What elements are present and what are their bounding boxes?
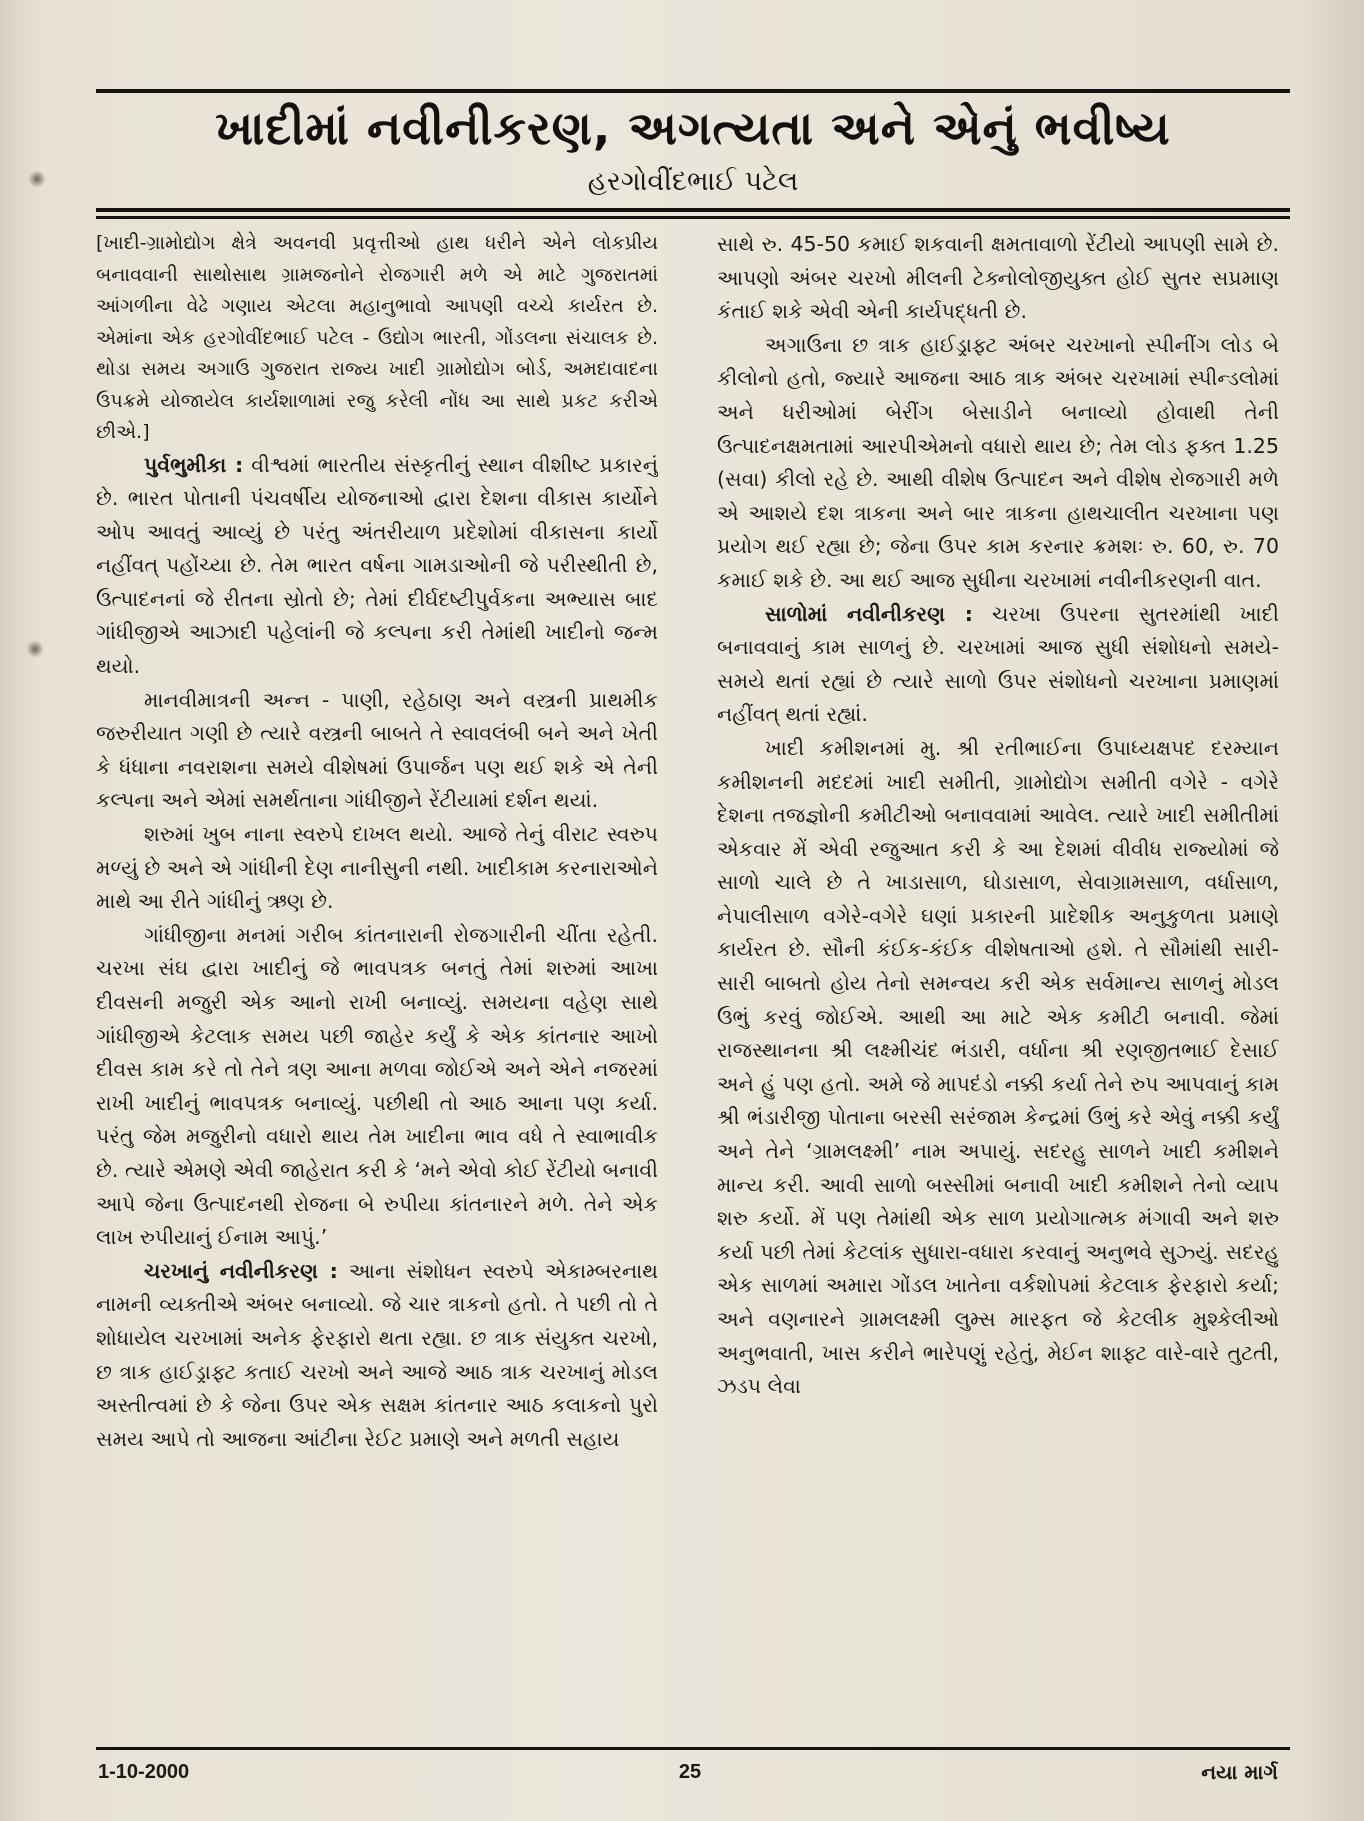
section-heading: ચરખાનું નવીનીકરણ : [144,1258,338,1283]
header-rule-bottom-second [96,216,1290,219]
magazine-name: નયા માર્ગ [1201,1760,1278,1784]
page-number: 25 [678,1761,702,1783]
paragraph: ખાદી કમીશનમાં મુ. શ્રી રતીભાઈના ઉપાધ્યક્ષપદ દરમ્યાન કમીશનની મદદમાં ખાદી સમીતી, ગ્રામોદ્યોગ સમીતી વગેરે - વગેરે દેશના તજજ્ઞોની કમીટીઓ બનાવવામાં આવેલ. ત્યારે ખાદી સમીતીમાં એકવાર મેં એવી રજુઆત કરી કે આ દેશમાં વીવીધ રાજ્યોમાં જે સાળો ચાલે છે તે ખાડાસાળ, ઘોડાસાળ, સેવાગ્રામસાળ, વર્ધાસાળ, નેપાલીસાળ વગેરે-વગેરે ઘણાં પ્રકારની પ્રાદેશીક અનુકુળતા પ્રમાણે કાર્યરત છે. સૌની કંઈક-કંઈક વીશેષતાઓ હશે. તે સૌમાંથી સારી-સારી બાબતો હોય તેનો સમન્વય કરી એક સર્વમાન્ય સાળનું મોડલ ઉભું કરવું જોઈએ. આથી આ માટે એક કમીટી બનાવી. જેમાં રાજસ્થાનના શ્રી લક્ષ્મીચંદ ભંડારી, વર્ધાના શ્રી રણજીતભાઈ દેસાઈ અને હું પણ હતો. અમે જે માપદંડો નક્કી કર્યા તેને રુપ આપવાનું કામ શ્રી ભંડારીજી પોતાના બરસી સરંજામ કેન્દ્રમાં ઉભું કરે એવું નક્કી કર્યું અને તેને ‘ગ્રામલક્ષ્મી’ નામ અપાયું. સદરહુ સાળને ખાદી કમીશને માન્ય કરી. આવી સાળો બસ્સીમાં બનાવી ખાદી કમીશને તેનો વ્યાપ શરુ કર્યો. મેં પણ તેમાંથી એક સાળ પ્રયોગાત્મક મંગાવી અને શરુ કર્યા પછી તેમાં કેટલાંક સુધારા-વધારા કરવાનું અનુભવે સુઝ્યું. સદરહુ એક સાળમાં અમારા ગોંડલ ખાતેના વર્કશોપમાં કેટલાક ફેરફારો કર્યા; અને વણનારને ગ્રામલક્ષ્મી લુમ્સ મારફત જે કેટલીક મુશ્કેલીઓ અનુભવાતી, ખાસ કરીને ભારેપણું રહેતું, મેઈન શાફ્ટ વારે-વારે તુટતી, ઝડપ લેવા [717,735,1279,1399]
paragraph [717,598,1279,732]
staple-hole [28,170,46,188]
paragraph: સાથે રુ. 45-50 કમાઈ શકવાની ક્ષમતાવાળો રેંટીયો આપણી સામે છે. આપણો અંબર ચરખો મીલની ટેક્નોલોજીયુક્ત હોઈ સુતર સપ્રમાણ કંતાઈ શકે એવી એની કાર્યપદ્ધતી છે. [717,232,1279,324]
header-rule-top [96,89,1290,93]
paragraph-text: આના સંશોધન સ્વરુપે એકામ્બરનાથ નામની વ્યક્તીએ અંબર બનાવ્યો. જે ચાર ત્રાકનો હતો. તે પછી તો તે શોધાયેલ ચરખામાં અનેક ફેરફારો થતા રહ્યા. છ ત્રાક સંયુક્ત ચરખો, છ ત્રાક હાઈડ્રાફ્ટ કતાઈ ચરખો અને આજે આઠ ત્રાક ચરખાનું મોડલ અસ્તીત્વમાં છે કે જેના ઉપર એક સક્ષમ કાંતનાર આઠ કલાકનો પુરો સમય આપે તો આજના આંટીના રેઈટ પ્રમાણે અને મળતી સહાય [96,1258,658,1451]
section-heading: સાળોમાં નવીનીકરણ : [765,601,973,626]
editor-intro: [ખાદી-ગ્રામોદ્યોગ ક્ષેત્રે અવનવી પ્રવૃત્તીઓ હાથ ધરીને એને લોકપ્રીય બનાવવાની સાથોસાથ ગ્રામજનોને રોજગારી મળે એ માટે ગુજરાતમાં આંગળીના વેઢે ગણાય એટલા મહાનુભાવો આપણી વચ્ચે કાર્યરત છે. એમાંના એક હરગોવીંદભાઈ પટેલ - ઉદ્યોગ ભારતી, ગોંડલના સંચાલક છે. થોડા સમય અગાઉ ગુજરાત રાજ્ય ખાદી ગ્રામોદ્યોગ બોર્ડ, અમદાવાદના ઉપક્રમે યોજાયેલ કાર્યશાળામાં રજુ કરેલી નોંધ આ સાથે પ્રકટ કરીએ છીએ.] [96,232,658,443]
paragraph: ગાંધીજીના મનમાં ગરીબ કાંતનારાની રોજગારીની ચીંતા રહેતી. ચરખા સંઘ દ્વારા ખાદીનું જે ભાવપત્રક બનતું તેમાં શરુમાં આખા દીવસની મજુરી એક આનો રાખી બનાવ્યું. સમયના વહેણ સાથે ગાંધીજીએ કેટલાક સમય પછી જાહેર કર્યું કે એક કાંતનાર આખો દીવસ કામ કરે તો તેને ત્રણ આના મળવા જોઈએ અને એને નજરમાં રાખી ખાદીનું ભાવપત્રક બનાવ્યું. પછીથી તો આઠ આના પણ કર્યા. પરંતુ જેમ મજુરીનો વધારો થાય તેમ ખાદીના ભાવ વધે તે સ્વાભાવીક છે. ત્યારે એમણે એવી જાહેરાત કરી કે ‘મને એવો કોઈ રેંટીયો બનાવી આપે જેના ઉત્પાદનથી રોજના બે રુપીયા કાંતનારને મળે. તેને એક લાખ રુપીયાનું ઈનામ આપું.’ [96,922,658,1250]
right-column [717,228,1279,1733]
paragraph [96,1255,658,1457]
footer-rule [96,1747,1290,1750]
header-rule-bottom [96,208,1290,212]
issue-date: 1-10-2000 [98,1761,190,1783]
paragraph-text: ચરખા ઉપરના સુતરમાંથી ખાદી બનાવવાનું કામ સાળનું છે. ચરખામાં આજ સુધી સંશોધનો સમયે-સમયે થતાં રહ્યાં છે ત્યારે સાળો ઉપર સંશોધનો ચરખાના પ્રમાણમાં નહીંવત્ થતાં રહ્યાં. [717,601,1279,727]
paragraph: અગાઉના છ ત્રાક હાઈડ્રાફ્ટ અંબર ચરખાનો સ્પીનીંગ લોડ બે કીલોનો હતો, જ્યારે આજના આઠ ત્રાક અંબર ચરખામાં સ્પીન્ડલોમાં અને ધરીઓમાં બેરીંગ બેસાડીને બનાવ્યો હોવાથી તેની ઉત્પાદનક્ષમતામાં આરપીએમનો વધારો થાય છે; તેમ લોડ ફક્ત 1.25 (સવા) કીલો રહે છે. આથી વીશેષ ઉત્પાદન અને વીશેષ રોજગારી મળે એ આશયે દશ ત્રાકના અને બાર ત્રાકના હાથચાલીત ચરખાના પણ પ્રયોગ થઈ રહ્યા છે; જેના ઉપર કામ કરનાર ક્રમશઃ રુ. 60, રુ. 70 કમાઈ શકે છે. આ થઈ આજ સુધીના ચરખામાં નવીનીકરણની વાત. [717,332,1279,592]
left-column [96,228,658,1733]
paragraph: શરુમાં ખુબ નાના સ્વરુપે દાખલ થયો. આજે તેનું વીરાટ સ્વરુપ મળ્યું છે અને એ ગાંધીની દેણ નાનીસુની નથી. ખાદીકામ કરનારાઓને માથે આ રીતે ગાંધીનું ઋણ છે. [96,822,658,914]
paragraph-text: વીશ્વમાં ભારતીય સંસ્કૃતીનું સ્થાન વીશીષ્ટ પ્રકારનું છે. ભારત પોતાની પંચવર્ષીય યોજનાઓ દ્વારા દેશના વીકાસ કાર્યોને ઓપ આવતું આવ્યું છે પરંતુ અંતરીયાળ પ્રદેશોમાં વીકાસના કાર્યો નહીંવત્ પહોંચ્યા છે. તેમ ભારત વર્ષના ગામડાઓની જે પરીસ્થીતી છે, ઉત્પાદનનાં જે રીતના સ્રોતો છે; તેમાં દીર્ઘદષ્ટીપુર્વકના અભ્યાસ બાદ ગાંધીજીએ આઝાદી પહેલાંની જે કલ્પના કરી તેમાંથી ખાદીનો જન્મ થયો. [96,452,658,679]
section-heading: પુર્વભુમીકા : [144,452,244,477]
article-author: હરગોવીંદભાઈ પટેલ [587,166,799,197]
paragraph [96,449,658,684]
staple-hole [26,640,44,658]
paragraph: માનવીમાત્રની અન્ન - પાણી, રહેઠાણ અને વસ્ત્રની પ્રાથમીક જરુરીયાત ગણી છે ત્યારે વસ્ત્રની બાબતે તે સ્વાવલંબી બને અને ખેતી કે ધંધાના નવરાશના સમયે વીશેષમાં ઉપાર્જન પણ થઈ શકે એ તેની કલ્પના અને એમાં સમર્થતાના ગાંધીજીને રેંટીયામાં દર્શન થયાં. [96,687,658,813]
article-title: ખાદીમાં નવીનીકરણ, અગત્યતા અને એનું ભવીષ્ય [215,101,1171,155]
